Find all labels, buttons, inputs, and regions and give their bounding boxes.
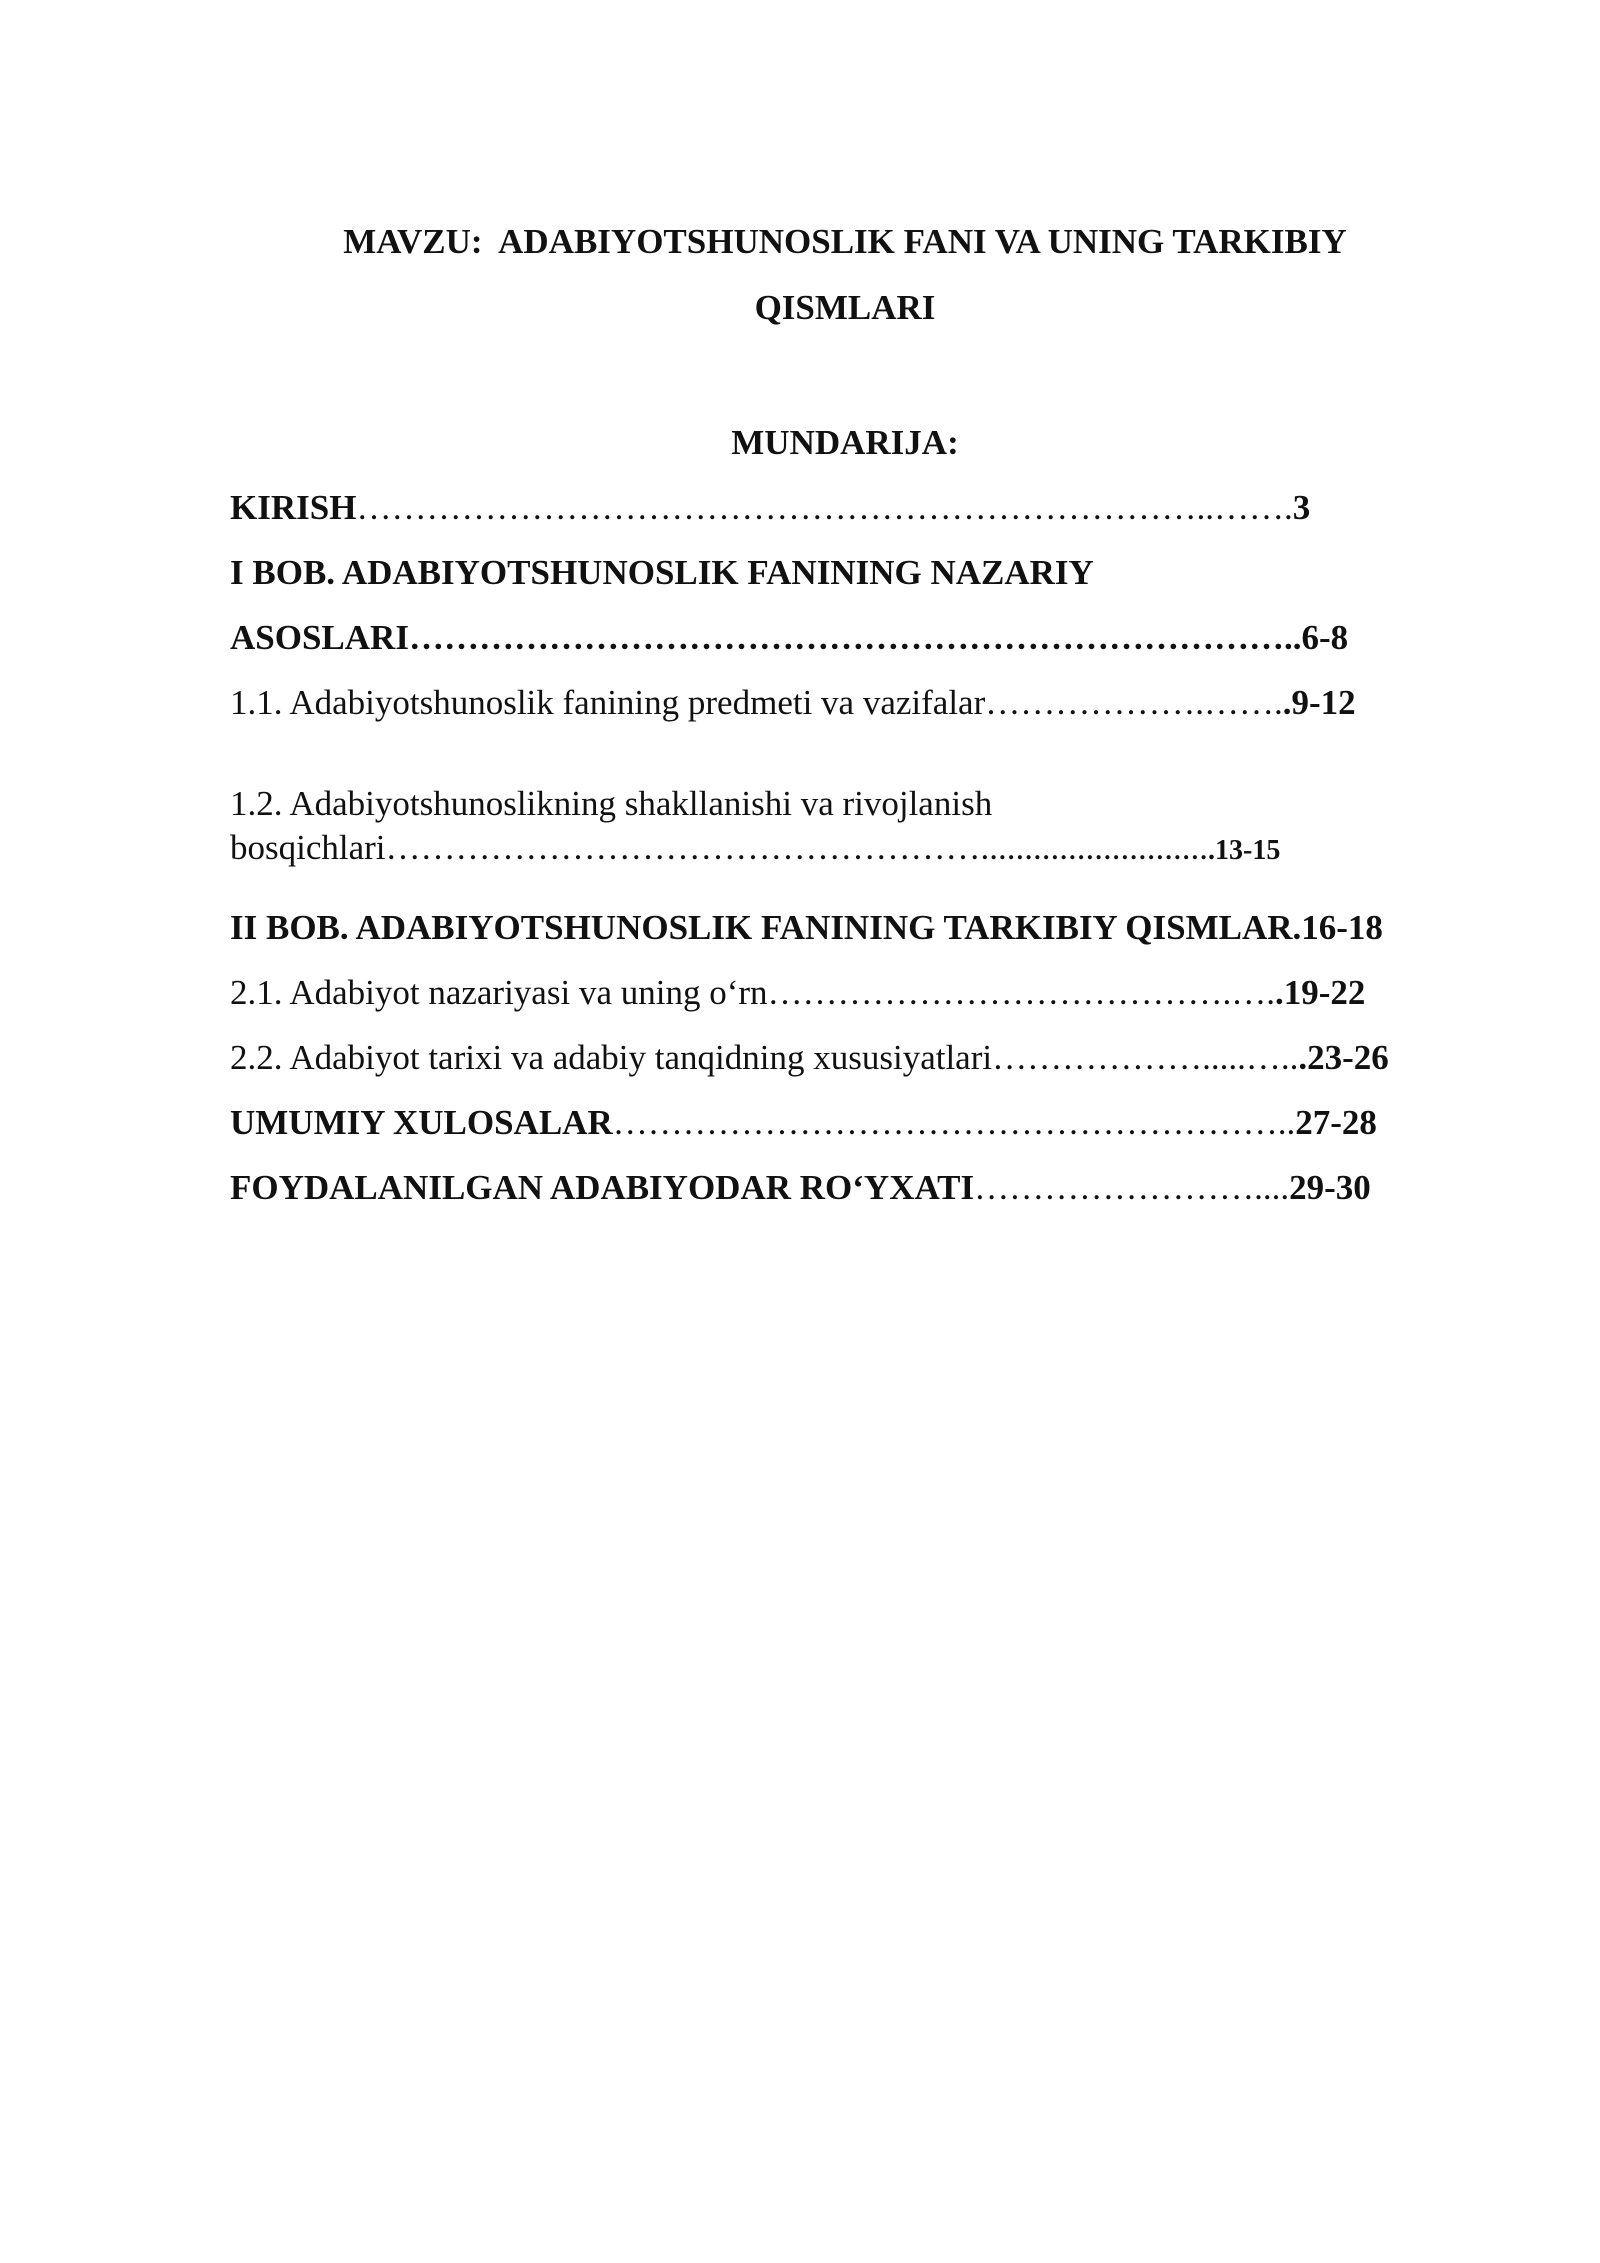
toc-page-number: .9-12	[1282, 683, 1356, 722]
toc-page-number: 27-28	[1295, 1103, 1377, 1142]
toc-entry-title: KIRISH	[230, 488, 357, 527]
toc-entry-chapter2	[230, 908, 1383, 948]
toc-entry-title: FOYDALANILGAN ADABIYODAR RO‘YXATI	[230, 1168, 975, 1207]
toc-entry-section-2-2	[230, 1038, 1389, 1078]
toc-leader-dots: ……………………....	[974, 1168, 1290, 1207]
toc-entry-title: 1.1. Adabiyotshunoslik fanining predmeti va vazifalar	[230, 683, 986, 722]
toc-entry-section-1-2	[230, 828, 1280, 871]
toc-leader-dots: ……………………………………………..........................	[385, 828, 1209, 867]
toc-page-number: 6-8	[1301, 618, 1349, 657]
toc-page-number: 29-30	[1289, 1168, 1371, 1207]
toc-entry-title: 2.2. Adabiyot tarixi va adabiy tanqidning xususiyatlari	[230, 1038, 993, 1077]
toc-entry-title: ASOSLARI	[230, 618, 409, 657]
toc-entry-title: bosqichlari	[230, 828, 386, 867]
topic-title-line2: QISMLARI	[754, 288, 936, 327]
toc-page-number: 16-18	[1301, 908, 1383, 947]
toc-entry-intro	[230, 488, 1310, 528]
toc-entry-chapter1-title: I BOB. ADABIYOTSHUNOSLIK FANINING NAZARIY	[230, 553, 1094, 592]
toc-entry-section-2-1	[230, 973, 1365, 1013]
toc-page-number: .23-26	[1298, 1038, 1389, 1077]
toc-leader-dots: …………………………………………………..	[612, 1103, 1296, 1142]
toc-page-number: 3	[1292, 488, 1311, 527]
toc-leader-dots: ………………………………….….	[767, 973, 1276, 1012]
toc-entry-chapter1	[230, 618, 1348, 658]
toc-entry-references	[230, 1168, 1371, 1208]
toc-page-number: .19-22	[1275, 973, 1366, 1012]
toc-leader-dots: …………………………………………………………………..	[408, 618, 1302, 657]
toc-leader-dots: ……………….…….	[985, 683, 1283, 722]
toc-entry-section-1-1	[230, 683, 1356, 723]
toc-leader-dots: ……………….....…..	[992, 1038, 1299, 1077]
toc-leader-dots: ………………………………………………………………..…….	[356, 488, 1293, 527]
toc-entry-title: 2.1. Adabiyot nazariyasi va uning o‘rn	[230, 973, 768, 1012]
topic-title-line1: MAVZU: ADABIYOTSHUNOSLIK FANI VA UNING TARKIBIY	[343, 222, 1347, 261]
contents-heading: MUNDARIJA:	[731, 423, 959, 462]
toc-entry-section-1-2-title: 1.2. Adabiyotshunoslikning shakllanishi va rivojlanish	[230, 784, 993, 823]
toc-entry-title: II BOB. ADABIYOTSHUNOSLIK FANINING TARKIBIY QISMLAR.	[230, 908, 1302, 947]
toc-entry-conclusions	[230, 1103, 1377, 1143]
toc-page-number: .13-15	[1208, 835, 1281, 866]
toc-entry-title: UMUMIY XULOSALAR	[230, 1103, 613, 1142]
